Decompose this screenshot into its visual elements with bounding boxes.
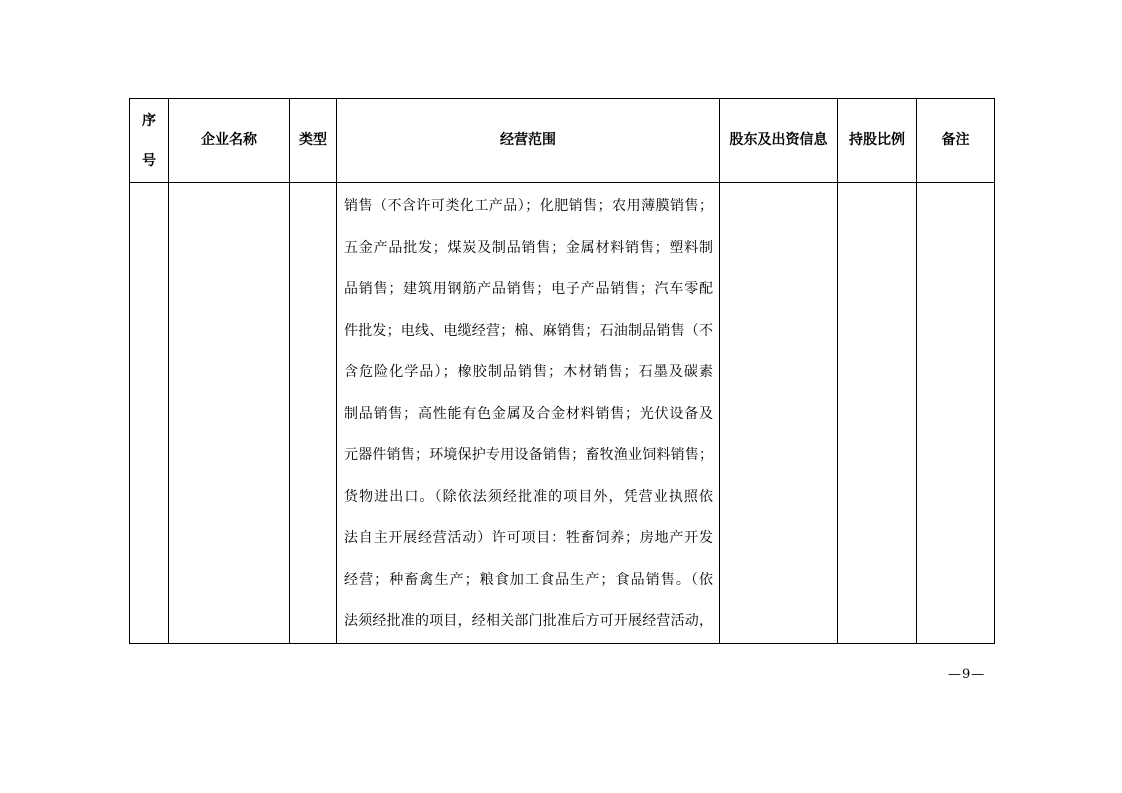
header-shareholding-ratio: 持股比例 [838,99,917,183]
header-business-scope: 经营范围 [337,99,720,183]
header-company-name: 企业名称 [169,99,290,183]
scope-line: 法自主开展经营活动）许可项目：牲畜饲养；房地产开发 [344,530,713,546]
scope-line: 经营；种畜禽生产；粮食加工食品生产；食品销售。（依 [344,571,713,588]
scope-line: 元器件销售；环境保护专用设备销售；畜牧渔业饲料销售； [344,447,713,463]
enterprise-table [129,98,995,644]
scope-line: 件批发；电线、电缆经营；棉、麻销售；石油制品销售（不 [344,322,713,339]
header-seq-line2: 号 [142,152,156,169]
cell-type [290,183,337,644]
scope-line: 货物进出口。（除依法须经批准的项目外，凭营业执照依 [344,488,713,505]
scope-line: 五金产品批发；煤炭及制品销售；金属材料销售；塑料制 [344,239,713,256]
header-shareholders: 股东及出资信息 [720,99,838,183]
cell-shareholding-ratio [838,183,917,644]
table-header-row [130,99,995,183]
cell-remarks [917,183,995,644]
table-row [130,183,995,644]
cell-company-name [169,183,290,644]
header-type: 类型 [290,99,337,183]
cell-seq [130,183,169,644]
scope-line: 法须经批准的项目，经相关部门批准后方可开展经营活动， [344,613,713,629]
header-remarks: 备注 [917,99,995,183]
page-number: —9— [948,667,986,682]
header-seq-line1: 序 [142,112,156,129]
scope-line: 销售（不含许可类化工产品）；化肥销售；农用薄膜销售； [344,198,713,214]
scope-line: 含危险化学品）；橡胶制品销售；木材销售；石墨及碳素 [344,364,713,380]
scope-line: 品销售；建筑用钢筋产品销售；电子产品销售；汽车零配 [344,281,713,297]
cell-business-scope [337,183,720,644]
cell-shareholders [720,183,838,644]
header-seq [130,99,169,183]
scope-line: 制品销售；高性能有色金属及合金材料销售；光伏设备及 [344,405,713,422]
